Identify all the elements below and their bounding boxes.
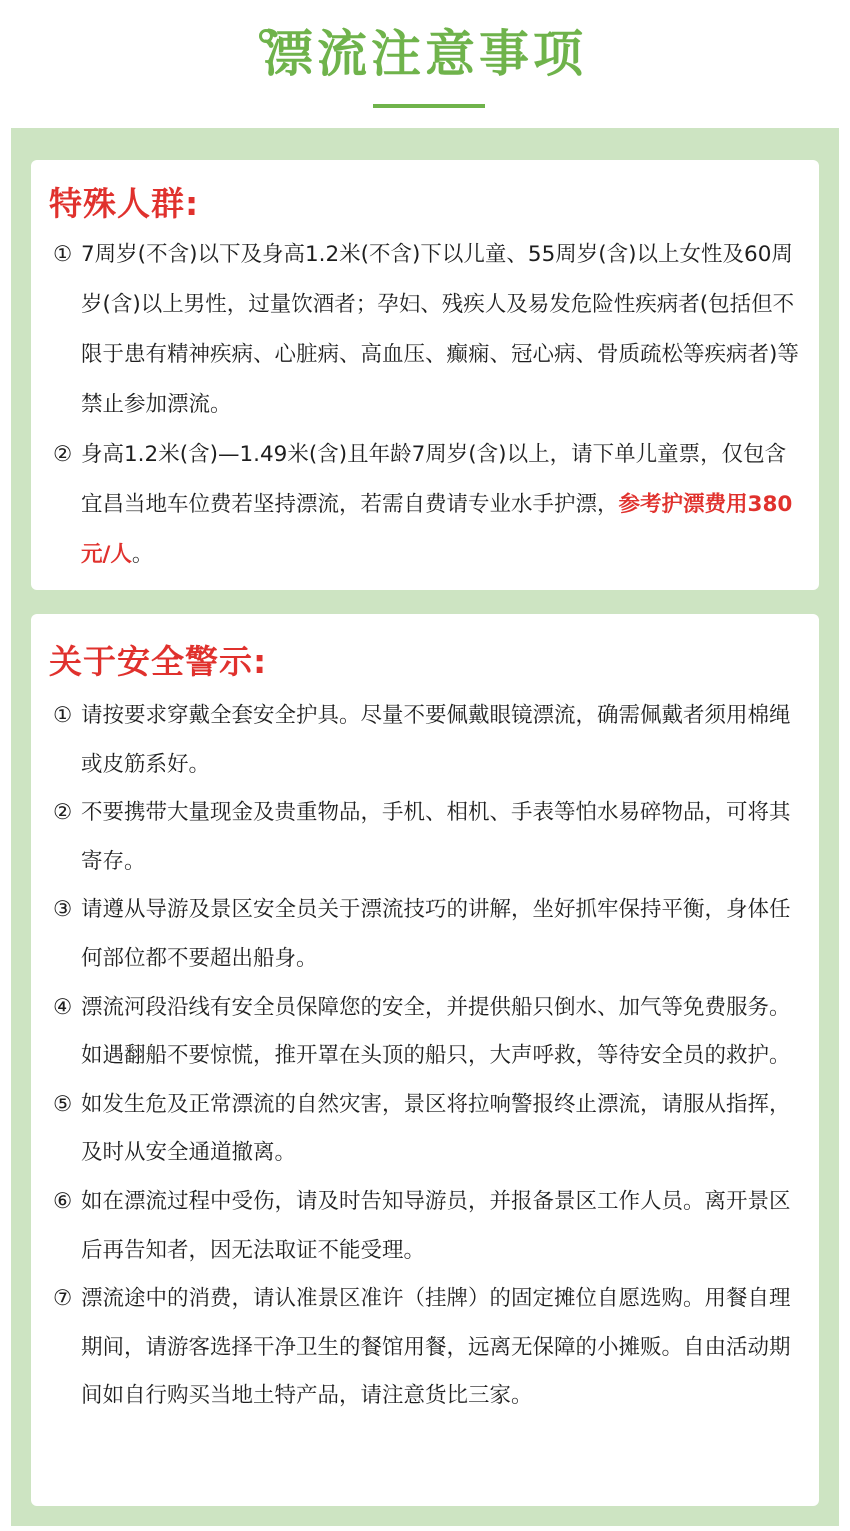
list-item xyxy=(53,789,801,886)
safety-warning-card xyxy=(31,614,819,1506)
item-tail: 。 xyxy=(131,542,154,567)
escort-fee-highlight: 参考护漂费用380元/人 xyxy=(81,492,793,567)
safety-warning-list xyxy=(53,692,801,1421)
item-number: ② xyxy=(53,800,73,826)
item-text: 漂流河段沿线有安全员保障您的安全，并提供船只倒水、加气等免费服务。如遇翻船不要惊慌，推开罩在头顶的船只，大声呼救，等待安全员的救护。 xyxy=(81,994,791,1069)
special-groups-list xyxy=(53,230,801,580)
item-number: ② xyxy=(53,442,73,467)
item-number: ① xyxy=(53,703,73,728)
list-item xyxy=(53,692,801,789)
item-number: ① xyxy=(53,242,73,267)
title-underline xyxy=(373,104,485,108)
item-text: 请遵从导游及景区安全员关于漂流技巧的讲解，坐好抓牢保持平衡，身体任何部位都不要超出船身。 xyxy=(81,897,791,971)
item-text: 身高1.2米(含)—1.49米(含)且年龄7周岁(含)以上，请下单儿童票，仅包含宜昌当地车位费若坚持漂流，若需自费请专业水手护漂， xyxy=(81,442,787,517)
list-item xyxy=(53,984,801,1081)
special-groups-heading: 特殊人群: xyxy=(49,184,200,223)
item-number: ③ xyxy=(53,897,73,923)
list-item xyxy=(53,886,801,983)
item-text: 漂流途中的消费，请认准景区准许（挂牌）的固定摊位自愿选购。用餐自理期间，请游客选择干净卫生的餐馆用餐，远离无保障的小摊贩。自由活动期间如自行购买当地土特产品，请注意货比三家。 xyxy=(81,1286,791,1409)
list-item xyxy=(53,1081,801,1178)
item-number: ⑦ xyxy=(53,1286,73,1312)
item-number: ⑤ xyxy=(53,1091,73,1117)
list-item xyxy=(53,1178,801,1275)
item-text: 7周岁(不含)以下及身高1.2米(不含)下以儿童、55周岁(含)以上女性及60周岁(含)以上男性，过量饮酒者；孕妇、残疾人及易发危险性疾病者(包括但不限于患有精神疾病、心脏病、高血压、癫痫、冠心病、骨质疏松等疾病者)等禁止参加漂流。 xyxy=(81,242,799,417)
item-text: 请按要求穿戴全套安全护具。尽量不要佩戴眼镜漂流，确需佩戴者须用棉绳或皮筋系好。 xyxy=(81,703,791,777)
safety-warning-heading: 关于安全警示: xyxy=(49,642,268,681)
item-text: 如发生危及正常漂流的自然灾害，景区将拉响警报终止漂流，请服从指挥，及时从安全通道撤离。 xyxy=(81,1091,791,1166)
special-groups-card xyxy=(31,160,819,590)
item-number: ④ xyxy=(53,994,73,1020)
list-item xyxy=(53,1275,801,1421)
title-area xyxy=(0,0,850,120)
item-number: ⑥ xyxy=(53,1188,73,1214)
page-title: 漂流注意事项 xyxy=(263,25,587,83)
list-item xyxy=(53,430,801,580)
list-item xyxy=(53,230,801,430)
item-text: 如在漂流过程中受伤，请及时告知导游员，并报备景区工作人员。离开景区后再告知者，因无法取证不能受理。 xyxy=(81,1188,791,1263)
item-text: 不要携带大量现金及贵重物品，手机、相机、手表等怕水易碎物品，可将其寄存。 xyxy=(81,800,791,874)
